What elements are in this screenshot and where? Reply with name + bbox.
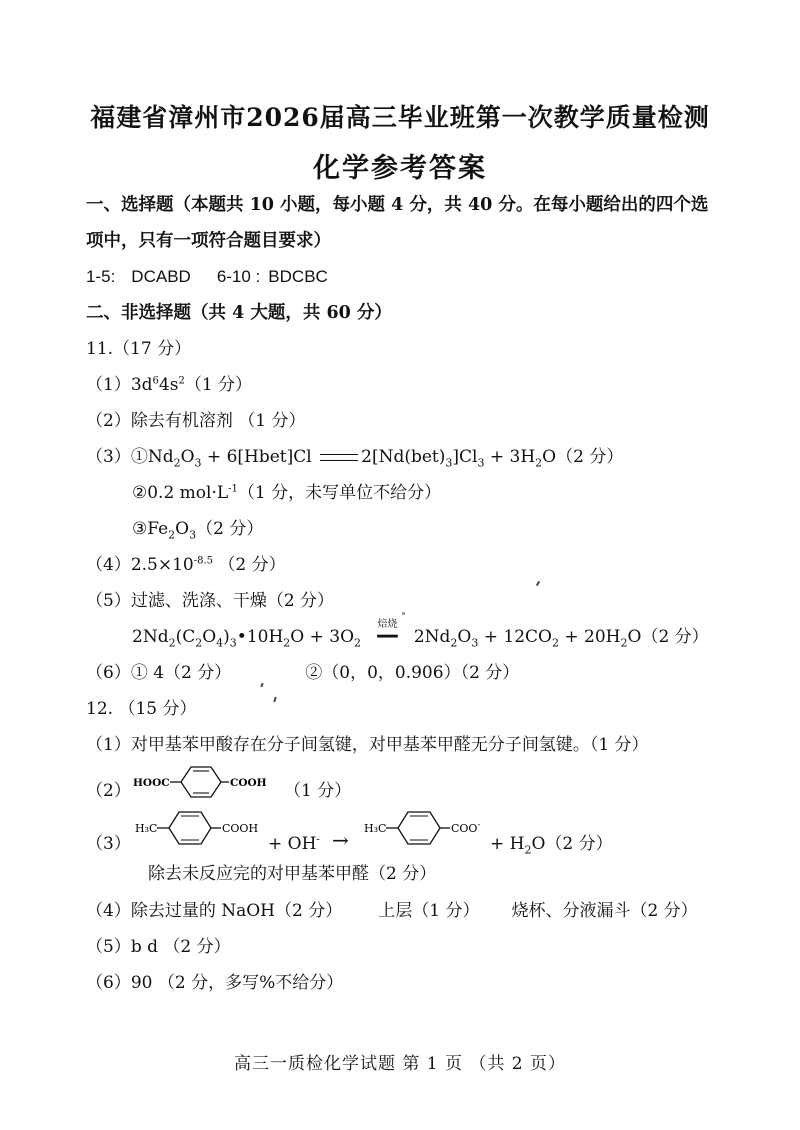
calcination-arrow: 焙烧 ━━ xyxy=(377,619,398,647)
answers-1-5-label: 1-5: xyxy=(86,267,116,286)
q12-part2-label: （2） xyxy=(86,781,131,801)
choice-answers xyxy=(86,266,328,288)
section1-heading-line1: 一、选择题（本题共 10 小题，每小题 4 分，共 40 分。在每小题给出的四个选 xyxy=(86,195,709,215)
q12-part6: （6）90 （2 分，多写%不给分） xyxy=(86,973,344,993)
q12-part5: （5）b d （2 分） xyxy=(86,937,231,957)
q12-part2-score: （1 分） xyxy=(284,781,352,801)
p-toluate-structure xyxy=(362,806,492,854)
q12-part3-line2: 除去未反应完的对甲基苯甲醛（2 分） xyxy=(148,864,437,884)
benzene-ring-icon xyxy=(169,812,211,844)
exam-subtitle: 化学参考答案 xyxy=(313,153,487,184)
q11-part1: $(1)3d^64s^2(1$ 分） xyxy=(86,375,253,395)
q11-part5: （5）过滤、洗涤、干燥（2 分） xyxy=(86,591,335,611)
benzene-ring-icon xyxy=(398,812,440,844)
answers-6-10: BDCBC xyxy=(268,267,328,286)
water-product: + $H_2O(2$ 分） xyxy=(490,834,613,857)
q11-part3-equation: $(3)①Nd_2O_3$ + 6[Hbet]Cl $2[Nd(bet)_3]Cl_3 + 3H_2O(2$ 分） xyxy=(86,447,624,470)
q11-part3-3: $③Fe_2O_3(2$ 分） xyxy=(132,519,264,542)
scan-speck xyxy=(273,697,277,702)
q11-part4: $(4)2.5\times 10^{-8.5}$ （2 分） xyxy=(86,555,286,575)
q11-part3-2: ②0.2 $mol\cdot L^{-1}(1$ 分，未写单位不给分） xyxy=(132,483,442,503)
svg-text:H₃C: H₃C xyxy=(364,822,387,835)
reaction-arrow-icon: → xyxy=(332,828,349,852)
page-footer: 高三一质检化学试题 第 1 页 （共 2 页） xyxy=(233,1054,567,1074)
q11-part5-equation: $2Nd_2(C_2O_4)_3•10H_2O + 3O_2$ 焙烧 ━━ $2Nd_2O_3 + 12CO_2 + 20H_2O(2$ 分） xyxy=(132,619,709,650)
q12-header: 12. （15 分） xyxy=(86,699,197,719)
exam-title: 福建省漳州市2026届高三毕业班第一次教学质量检测 xyxy=(90,103,710,132)
structure-left-group: HOOC xyxy=(133,777,170,789)
scan-speck xyxy=(260,683,263,687)
equals-sign xyxy=(320,454,358,461)
hydroxide-reactant: + OH- xyxy=(268,834,320,854)
q12-part1: （1）对甲基苯甲酸存在分子间氢键，对甲基苯甲醛无分子间氢键。（1 分） xyxy=(86,735,649,755)
q12-part3-label: （3） xyxy=(86,834,131,854)
terephthalic-acid-structure xyxy=(133,762,283,806)
section2-heading: 二、非选择题（共 4 大题，共 60 分） xyxy=(86,303,392,323)
structure-right-group: COOH xyxy=(230,777,267,789)
q11-part2: （2）除去有机溶剂 （1 分） xyxy=(86,411,306,431)
answers-1-5: DCABD xyxy=(131,267,191,286)
section1-heading-line2: 项中，只有一项符合题目要求） xyxy=(86,231,331,251)
answers-6-10-label: 6-10 : xyxy=(216,267,261,286)
q12-part4: （4）除去过量的 NaOH（2 分） 上层（1 分） 烧杯、分液漏斗（2 分） xyxy=(86,901,698,921)
q11-header: 11.（17 分） xyxy=(86,339,192,359)
svg-text:COOH: COOH xyxy=(222,822,259,835)
svg-text:COO-: COO- xyxy=(451,820,481,835)
scan-speck xyxy=(402,612,405,615)
scan-speck xyxy=(536,581,540,586)
q11-part6: （6）① 4（2 分） ②（0，0，0.906）（2 分） xyxy=(86,663,520,683)
p-toluic-acid-structure xyxy=(133,806,273,854)
svg-text:H₃C: H₃C xyxy=(135,822,158,835)
